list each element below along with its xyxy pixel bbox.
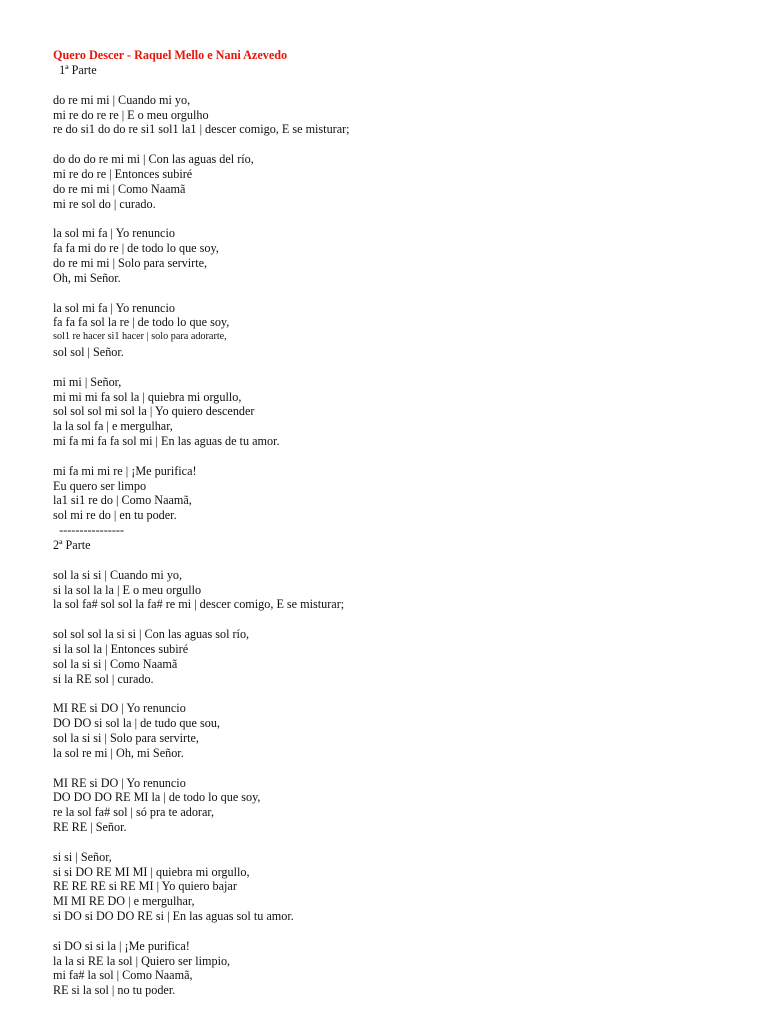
lyric-line: sol sol sol la si si | Con las aguas sol río,	[53, 627, 250, 642]
blank-line	[53, 449, 733, 464]
lyric-line: si DO si si la | ¡Me purifica!	[53, 938, 190, 953]
lyric-line: fa fa mi do re | de todo lo que soy,	[53, 241, 219, 256]
song-title: Quero Descer - Raquel Mello e Nani Azevedo	[53, 48, 288, 62]
lyric-line: DO DO DO RE MI la | de todo lo que soy,	[53, 790, 261, 805]
lyric-line: la sol re mi | Oh, mi Señor.	[53, 745, 184, 760]
lyric-line: mi mi | Señor,	[53, 374, 122, 389]
lyric-line: sol mi re do | en tu poder.	[53, 508, 177, 523]
blank-line	[53, 78, 733, 93]
lyric-line: la la sol fa | e mergulhar,	[53, 419, 173, 434]
blank-line	[53, 761, 733, 776]
lyric-line: si si DO RE MI MI | quiebra mi orgullo,	[53, 864, 250, 879]
lyric-line: si la RE sol | curado.	[53, 671, 154, 686]
lyrics-body	[53, 63, 733, 998]
blank-line	[53, 924, 733, 939]
lyric-line: sol la si si | Como Naamã	[53, 656, 178, 671]
lyric-line: si la sol la la | E o meu orgullo	[53, 582, 202, 597]
lyric-line: MI RE si DO | Yo renuncio	[53, 775, 186, 790]
lyric-line: Eu quero ser limpo	[53, 478, 147, 493]
lyric-line: RE RE | Señor.	[53, 820, 127, 835]
blank-line	[53, 360, 733, 375]
lyric-line: si si | Señor,	[53, 849, 112, 864]
lyric-line: RE si la sol | no tu poder.	[53, 983, 176, 998]
lyric-line: sol sol sol mi sol la | Yo quiero descender	[53, 404, 255, 419]
lyric-line: mi re do re | Entonces subiré	[53, 166, 193, 181]
lyric-line: DO DO si sol la | de tudo que sou,	[53, 716, 220, 731]
lyric-line: 1ª Parte	[53, 63, 97, 77]
blank-line	[53, 286, 733, 301]
blank-line	[53, 137, 733, 152]
blank-line	[53, 835, 733, 850]
lyric-line: sol1 re hacer si1 hacer | solo para adorarte,	[53, 331, 227, 343]
lyric-line: la sol mi fa | Yo renuncio	[53, 226, 175, 241]
lyric-line: la la si RE la sol | Quiero ser limpio,	[53, 953, 231, 968]
lyric-line: mi re do re re | E o meu orgulho	[53, 107, 209, 122]
lyric-line: si la sol la | Entonces subiré	[53, 641, 189, 656]
lyric-line: sol la si si | Cuando mi yo,	[53, 567, 183, 582]
blank-line	[53, 211, 733, 226]
lyric-line: do do do re mi mi | Con las aguas del río,	[53, 152, 254, 167]
document	[53, 48, 733, 998]
lyric-line: sol sol | Señor.	[53, 345, 124, 360]
lyric-line: mi mi mi fa sol la | quiebra mi orgullo,	[53, 389, 242, 404]
lyric-line: mi fa mi mi re | ¡Me purifica!	[53, 463, 197, 478]
lyric-line: si DO si DO DO RE si | En las aguas sol tu amor.	[53, 909, 294, 924]
lyric-line: mi re sol do | curado.	[53, 196, 156, 211]
blank-line	[53, 612, 733, 627]
lyric-line: do re mi mi | Solo para servirte,	[53, 255, 208, 270]
lyric-line: mi fa# la sol | Como Naamã,	[53, 968, 193, 983]
lyric-line: do re mi mi | Cuando mi yo,	[53, 92, 191, 107]
lyric-line: la sol fa# sol sol la fa# re mi | descer comigo, E se misturar;	[53, 597, 345, 612]
lyric-line: MI RE si DO | Yo renuncio	[53, 701, 186, 716]
lyric-line: la sol mi fa | Yo renuncio	[53, 300, 175, 315]
lyric-line: mi fa mi fa fa sol mi | En las aguas de tu amor.	[53, 434, 280, 449]
lyric-line: ----------------	[53, 523, 125, 538]
lyric-line: re do si1 do do re si1 sol1 la1 | descer comigo, E se misturar;	[53, 122, 350, 137]
lyric-line: MI MI RE DO | e mergulhar,	[53, 894, 195, 909]
lyric-line: RE RE RE si RE MI | Yo quiero bajar	[53, 879, 237, 894]
lyric-line: sol la si si | Solo para servirte,	[53, 730, 199, 745]
lyric-line: re la sol fa# sol | só pra te adorar,	[53, 805, 215, 820]
lyric-line: la1 si1 re do | Como Naamã,	[53, 493, 192, 508]
lyric-line: Oh, mi Señor.	[53, 270, 121, 285]
lyric-line: 2ª Parte	[53, 538, 91, 552]
blank-line	[53, 686, 733, 701]
lyric-line: do re mi mi | Como Naamã	[53, 181, 186, 196]
lyric-line: fa fa fa sol la re | de todo lo que soy,	[53, 315, 230, 330]
blank-line	[53, 553, 733, 568]
